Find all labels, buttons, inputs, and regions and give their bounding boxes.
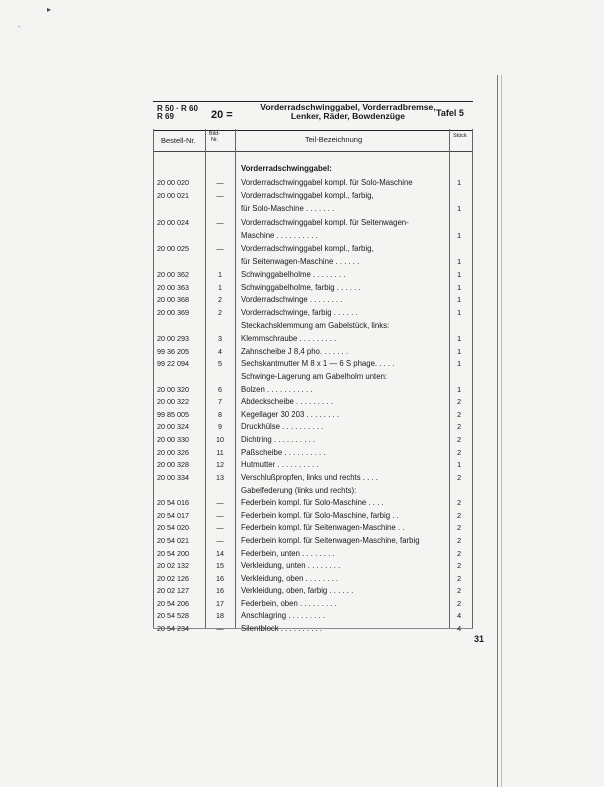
description-cell: Vorderradschwinggabel: — [241, 164, 332, 173]
description-cell: Federbein kompl. für Seitenwagen-Maschine . . — [241, 523, 405, 532]
picture-number-cell: 12 — [216, 460, 224, 469]
picture-number-cell: — — [216, 218, 224, 227]
description-cell: Hutmutter . . . . . . . . . . — [241, 460, 319, 469]
order-cell: 20 54 020 — [157, 523, 189, 532]
order-cell: 20 00 363 — [157, 283, 189, 292]
order-cell: 20 54 528 — [157, 611, 189, 620]
description-cell: Abdeckscheibe . . . . . . . . . — [241, 397, 333, 406]
quantity-cell: 1 — [457, 257, 462, 266]
order-cell: 20 00 362 — [157, 270, 189, 279]
picture-number-cell: 2 — [218, 308, 222, 317]
order-cell: 20 54 016 — [157, 498, 189, 507]
plate-number: Tafel 5 — [436, 108, 464, 118]
column-headers — [153, 129, 473, 152]
picture-number-cell: 7 — [218, 397, 222, 406]
order-cell: 20 00 324 — [157, 422, 189, 431]
title-line-1: Vorderradschwinggabel, Vorderradbremse, — [260, 102, 436, 112]
description-cell: Federbein kompl. für Solo-Maschine, farbig . . — [241, 511, 399, 520]
description-cell: Vorderradschwinggabel kompl. für Solo-Maschine — [241, 178, 413, 187]
quantity-cell: 2 — [457, 536, 462, 545]
quantity-cell: 1 — [457, 460, 462, 469]
order-cell: 20 54 017 — [157, 511, 189, 520]
description-cell: Schwinggabelholme, farbig . . . . . . — [241, 283, 361, 292]
description-cell: Federbein, oben . . . . . . . . . — [241, 599, 337, 608]
order-cell: 20 54 021 — [157, 536, 189, 545]
table-row — [153, 510, 473, 522]
table-row — [153, 307, 473, 319]
binding-edge-line — [497, 75, 498, 787]
table-row — [153, 384, 473, 396]
order-cell: 20 00 322 — [157, 397, 189, 406]
table-row — [153, 320, 473, 332]
quantity-cell: 1 — [457, 204, 462, 213]
binding-edge-line-secondary — [501, 75, 502, 787]
table-row — [153, 560, 473, 572]
table-row — [153, 203, 473, 215]
picture-number-cell: 8 — [218, 410, 222, 419]
picture-number-cell: 16 — [216, 574, 224, 583]
description-cell: Verkleidung, unten . . . . . . . . — [241, 561, 341, 570]
description-cell: Verkleidung, oben, farbig . . . . . . — [241, 586, 354, 595]
picture-number-cell: — — [216, 191, 224, 200]
order-cell: 20 00 024 — [157, 218, 189, 227]
stray-mark: ▸ — [47, 5, 52, 14]
title-line-2: Lenker, Räder, Bowdenzüge — [290, 111, 406, 121]
order-cell: 20 00 330 — [157, 435, 189, 444]
order-cell: 20 00 320 — [157, 385, 189, 394]
page-number: 31 — [474, 634, 485, 644]
description-cell: Vorderradschwinge, farbig . . . . . . — [241, 308, 358, 317]
picture-number-cell: — — [216, 178, 224, 187]
description-cell: Schwinge-Lagerung am Gabelholm unten: — [241, 372, 388, 381]
picture-number-cell: 17 — [216, 599, 224, 608]
table-row — [153, 333, 473, 345]
quantity-cell: 1 — [457, 347, 462, 356]
column-picture-no — [209, 131, 220, 143]
order-cell: 20 00 368 — [157, 295, 189, 304]
description-cell: Gabelfederung (links und rechts): — [241, 486, 357, 495]
table-row — [153, 256, 473, 268]
picture-number-cell: 5 — [218, 359, 222, 368]
description-cell: Silentblock . . . . . . . . . . — [241, 624, 323, 633]
table-row — [153, 421, 473, 433]
description-cell: Kegellager 30 203 . . . . . . . . — [241, 410, 339, 419]
model-line-1: R 50 · R 60 — [157, 104, 198, 113]
order-cell: 20 54 200 — [157, 549, 189, 558]
table-row — [153, 409, 473, 421]
description-cell: Verschlußpropfen, links und rechts . . . . — [241, 473, 378, 482]
quantity-cell: 1 — [457, 231, 462, 240]
quantity-cell: 1 — [457, 283, 462, 292]
order-cell: 20 00 293 — [157, 334, 189, 343]
quantity-cell: 2 — [457, 397, 462, 406]
description-cell: Federbein kompl. für Seitenwagen-Maschine, farbig — [241, 536, 420, 545]
picture-number-cell: 15 — [216, 561, 224, 570]
quantity-cell: 2 — [457, 586, 462, 595]
order-cell: 20 54 234 — [157, 624, 189, 633]
picture-number-cell: — — [216, 536, 224, 545]
quantity-cell: 2 — [457, 523, 462, 532]
table-row — [153, 358, 473, 370]
quantity-cell: 1 — [457, 295, 462, 304]
picture-number-cell: 14 — [216, 549, 224, 558]
quantity-cell: 2 — [457, 574, 462, 583]
picture-number-cell: 6 — [218, 385, 222, 394]
order-cell: 20 00 020 — [157, 178, 189, 187]
table-row — [153, 573, 473, 585]
table-row — [153, 177, 473, 189]
description-cell: Schwinggabelholme . . . . . . . . — [241, 270, 346, 279]
description-cell: für Solo-Maschine . . . . . . . — [241, 204, 335, 213]
description-cell: Federbein kompl. für Solo-Maschine . . . . — [241, 498, 384, 507]
quantity-cell: 2 — [457, 448, 462, 457]
table-row — [153, 447, 473, 459]
order-cell: 99 85 005 — [157, 410, 189, 419]
picture-number-cell: — — [216, 624, 224, 633]
picture-number-cell: 1 — [218, 270, 222, 279]
order-cell: 20 00 328 — [157, 460, 189, 469]
picture-number-cell: — — [216, 498, 224, 507]
table-row — [153, 623, 473, 635]
quantity-cell: 4 — [457, 611, 462, 620]
table-row — [153, 522, 473, 534]
description-cell: Paßscheibe . . . . . . . . . . — [241, 448, 326, 457]
description-cell: für Seitenwagen-Maschine . . . . . . — [241, 257, 360, 266]
quantity-cell: 4 — [457, 624, 462, 633]
table-row — [153, 217, 473, 229]
picture-number-cell: 16 — [216, 586, 224, 595]
description-cell: Vorderradschwinggabel kompl. für Seitenwagen- — [241, 218, 409, 227]
table-row — [153, 497, 473, 509]
parts-table — [153, 101, 473, 631]
picture-number-cell: 1 — [218, 283, 222, 292]
picture-number-cell: 3 — [218, 334, 222, 343]
picture-number-cell: — — [216, 511, 224, 520]
picture-number-cell: — — [216, 244, 224, 253]
table-row — [153, 459, 473, 471]
order-cell: 20 00 326 — [157, 448, 189, 457]
corner-mark: - — [18, 22, 21, 31]
description-cell: Vorderradschwinge . . . . . . . . — [241, 295, 343, 304]
table-row — [153, 610, 473, 622]
table-row — [153, 472, 473, 484]
description-cell: Vorderradschwinggabel kompl., farbig, — [241, 191, 374, 200]
quantity-cell: 2 — [457, 498, 462, 507]
picture-number-cell: 4 — [218, 347, 222, 356]
picture-number-cell: 13 — [216, 473, 224, 482]
order-cell: 20 00 021 — [157, 191, 189, 200]
column-picture-no-line-1: Bild- — [209, 131, 221, 137]
table-row — [153, 230, 473, 242]
order-cell: 99 36 205 — [157, 347, 189, 356]
column-picture-no-line-2: Nr. — [210, 137, 219, 143]
picture-number-cell: — — [216, 523, 224, 532]
order-cell: 20 00 369 — [157, 308, 189, 317]
picture-number-cell: 9 — [218, 422, 222, 431]
quantity-cell: 2 — [457, 422, 462, 431]
quantity-cell: 1 — [457, 334, 462, 343]
quantity-cell: 2 — [457, 549, 462, 558]
table-row — [153, 371, 473, 383]
description-cell: Zahnscheibe J 8,4 pho. . . . . . . — [241, 347, 349, 356]
order-cell: 20 02 126 — [157, 574, 189, 583]
table-row — [153, 190, 473, 202]
picture-number-cell: 18 — [216, 611, 224, 620]
table-header — [153, 101, 473, 131]
description-cell: Druckhülse . . . . . . . . . . — [241, 422, 324, 431]
picture-number-cell: 10 — [216, 435, 224, 444]
description-cell: Sechskantmutter M 8 x 1 — 6 S phage. . . . . — [241, 359, 395, 368]
description-cell: Federbein, unten . . . . . . . . — [241, 549, 335, 558]
order-cell: 20 00 025 — [157, 244, 189, 253]
table-row — [153, 434, 473, 446]
quantity-cell: 2 — [457, 473, 462, 482]
table-row — [153, 294, 473, 306]
description-cell: Dichtring . . . . . . . . . . — [241, 435, 316, 444]
quantity-cell: 2 — [457, 561, 462, 570]
quantity-cell: 2 — [457, 599, 462, 608]
model-designation — [157, 105, 198, 121]
column-order-no: Bestell-Nr. — [161, 136, 196, 145]
quantity-cell: 1 — [457, 359, 462, 368]
table-title — [243, 103, 453, 121]
table-row — [153, 396, 473, 408]
quantity-cell: 2 — [457, 410, 462, 419]
table-row — [153, 598, 473, 610]
order-cell: 20 00 334 — [157, 473, 189, 482]
table-row — [153, 548, 473, 560]
table-row — [153, 282, 473, 294]
order-cell: 20 02 132 — [157, 561, 189, 570]
description-cell: Bolzen . . . . . . . . . . . — [241, 385, 313, 394]
picture-number-cell: 11 — [216, 448, 224, 457]
table-row — [153, 485, 473, 497]
description-cell: Maschine . . . . . . . . . . — [241, 231, 318, 240]
group-number: 20 = — [211, 109, 233, 121]
quantity-cell: 1 — [457, 178, 462, 187]
column-description: Teil-Bezeichnung — [305, 135, 363, 144]
table-row — [153, 535, 473, 547]
description-cell: Klemmschraube . . . . . . . . . — [241, 334, 337, 343]
description-cell: Anschlagring . . . . . . . . . — [241, 611, 326, 620]
picture-number-cell: 2 — [218, 295, 222, 304]
quantity-cell: 2 — [457, 511, 462, 520]
quantity-cell: 1 — [457, 385, 462, 394]
quantity-cell: 2 — [457, 435, 462, 444]
table-row — [153, 346, 473, 358]
quantity-cell: 1 — [457, 308, 462, 317]
table-row — [153, 163, 473, 175]
column-quantity: Stück — [453, 133, 467, 139]
description-cell: Verkleidung, oben . . . . . . . . — [241, 574, 339, 583]
table-row — [153, 243, 473, 255]
order-cell: 20 54 206 — [157, 599, 189, 608]
order-cell: 20 02 127 — [157, 586, 189, 595]
description-cell: Vorderradschwinggabel kompl., farbig, — [241, 244, 374, 253]
quantity-cell: 1 — [457, 270, 462, 279]
order-cell: 99 22 094 — [157, 359, 189, 368]
model-line-2: R 69 — [157, 112, 174, 121]
table-row — [153, 269, 473, 281]
table-row — [153, 585, 473, 597]
description-cell: Steckachsklemmung am Gabelstück, links: — [241, 321, 390, 330]
